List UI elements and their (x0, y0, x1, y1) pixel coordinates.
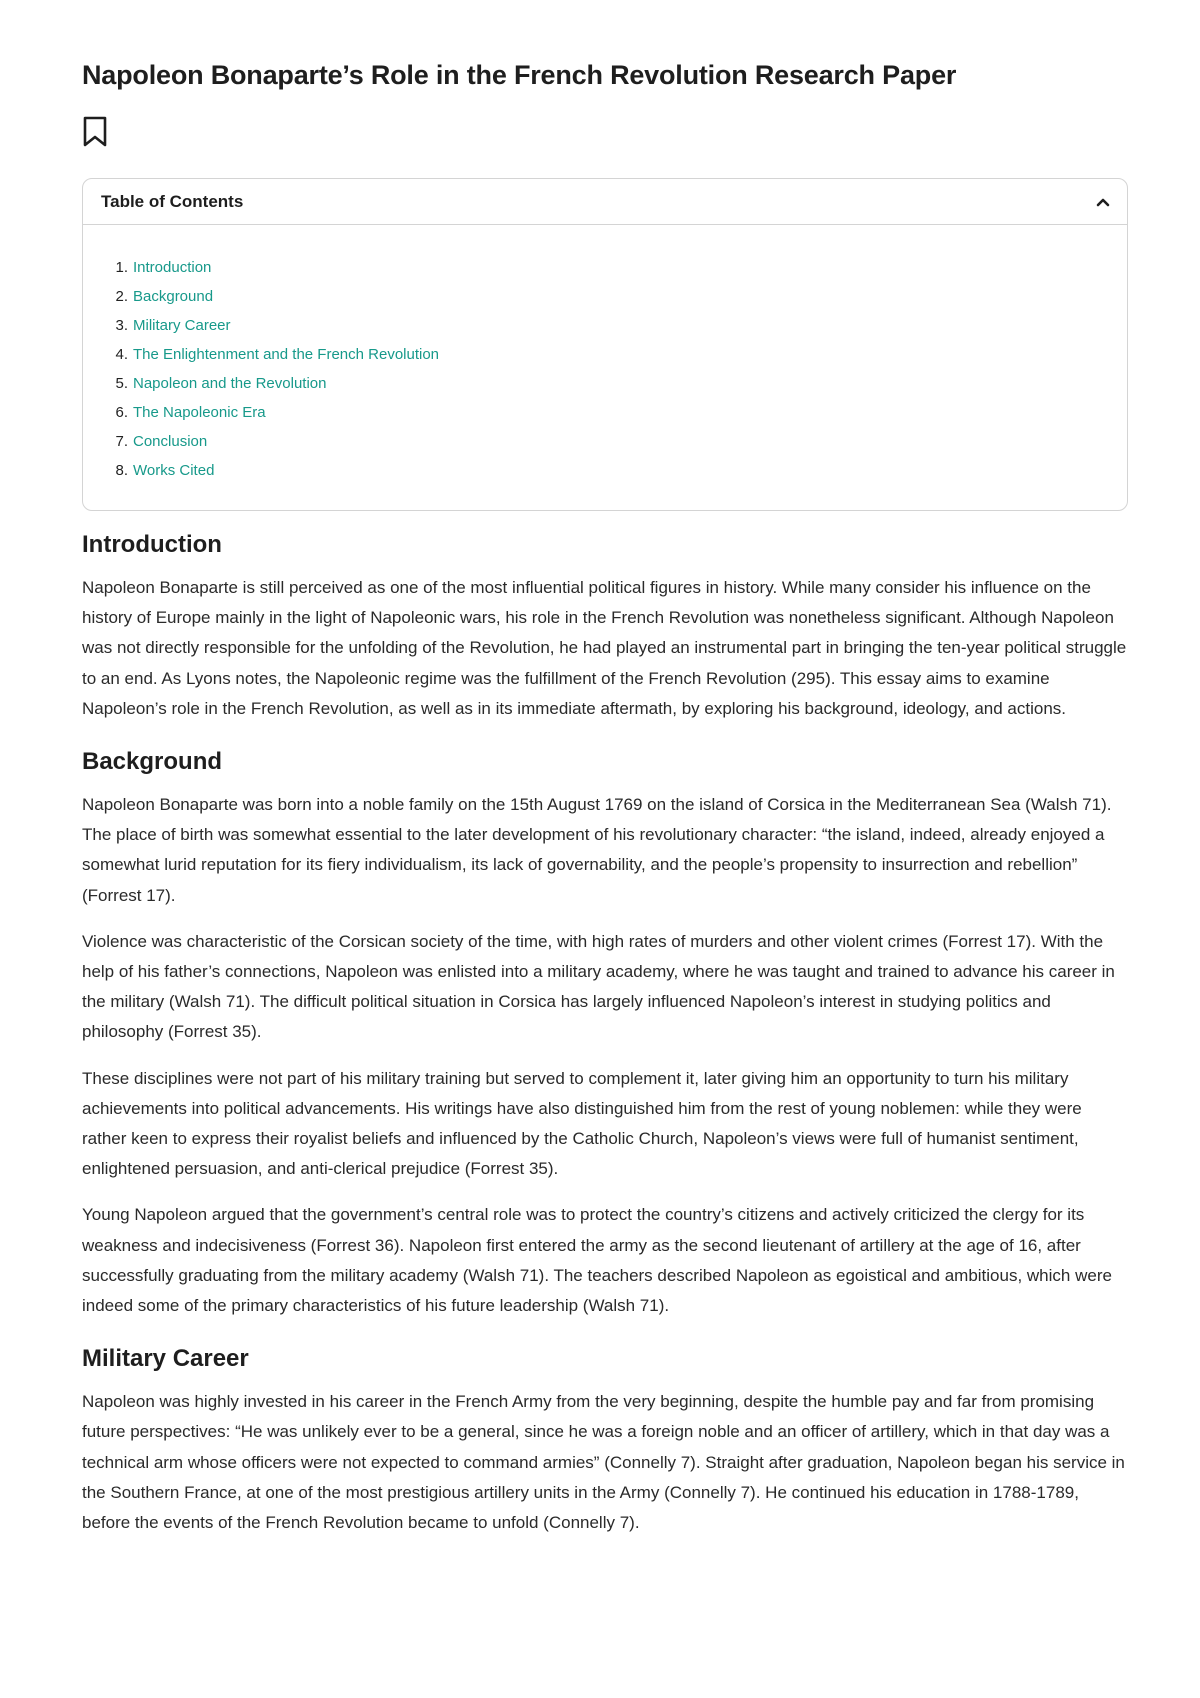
toc-item-number: 7. (115, 433, 128, 450)
toc-item (111, 456, 1127, 485)
chevron-up-icon[interactable] (1095, 194, 1111, 210)
toc-item (111, 253, 1127, 282)
bookmark-icon[interactable] (82, 116, 108, 148)
toc-link-napoleon-and-revolution[interactable]: Napoleon and the Revolution (133, 375, 327, 392)
toc-link-napoleonic-era[interactable]: The Napoleonic Era (133, 404, 266, 421)
toc-item-number: 4. (115, 346, 128, 363)
toc-item-number: 3. (115, 317, 128, 334)
toc-item-number: 8. (115, 462, 128, 479)
toc-link-background[interactable]: Background (133, 288, 214, 305)
toc-item (111, 311, 1127, 340)
toc-item-number: 1. (115, 259, 128, 276)
paragraph: These disciplines were not part of his military training but served to complement it, later giving him an opportunity to turn his military achievements into political advancements. His writings have also distinguished him from the rest of young noblemen: while they were rather keen to express their royalist beliefs and influenced by the Catholic Church, Napoleon’s views were full of humanist sentiment, enlightened persuasion, and anti-clerical prejudice (Forrest 35). (82, 1068, 1082, 1179)
section-heading-military-career: Military Career (82, 1345, 249, 1373)
section-heading-background: Background (82, 748, 223, 776)
article-body (82, 531, 1128, 1554)
toc-item (111, 340, 1127, 369)
paragraph: Napoleon was highly invested in his career in the French Army from the very beginning, despite the humble pay and far from promising future perspectives: “He was unlikely ever to be a general, since he was a foreign noble and an officer of artillery, which in that day was a technical arm whose officers were not expected to command armies” (Connelly 7). Straight after graduation, Napoleon began his service in the Southern France, at one of the most prestigious artillery units in the Army (Connelly 7). He continued his education in 1788-1789, before the events of the French Revolution became to unfold (Connelly 7). (82, 1392, 1125, 1533)
toc-link-enlightenment[interactable]: The Enlightenment and the French Revolution (133, 346, 440, 363)
toc-item (111, 369, 1127, 398)
toc-header[interactable] (83, 179, 1127, 225)
paragraph: Napoleon Bonaparte is still perceived as one of the most influential political figures in history. While many consider his influence on the history of Europe mainly in the light of Napoleonic wars, his role in the French Revolution was nonetheless significant. Although Napoleon was not directly responsible for the unfolding of the Revolution, he had played an instrumental part in bringing the ten-year political struggle to an end. As Lyons notes, the Napoleonic regime was the fulfillment of the French Revolution (295). This essay aims to examine Napoleon’s role in the French Revolution, as well as in its immediate aftermath, by exploring his background, ideology, and actions. (82, 578, 1127, 718)
toc-link-works-cited[interactable]: Works Cited (133, 462, 215, 479)
toc-item-number: 6. (115, 404, 128, 421)
toc-item-number: 2. (115, 288, 128, 305)
section-heading-introduction: Introduction (82, 531, 222, 558)
toc-item-number: 5. (115, 375, 128, 392)
table-of-contents (82, 178, 1128, 511)
toc-item (111, 427, 1127, 456)
toc-item (111, 398, 1127, 427)
toc-title: Table of Contents (101, 191, 244, 211)
paragraph: Violence was characteristic of the Corsican society of the time, with high rates of murders and other violent crimes (Forrest 17). With the help of his father’s connections, Napoleon was enlisted into a military academy, where he was taught and trained to advance his career in the military (Walsh 71). The difficult political situation in Corsica has largely influenced Napoleon’s interest in studying politics and philosophy (Forrest 35). (82, 931, 1115, 1042)
toc-link-introduction[interactable]: Introduction (133, 259, 212, 276)
toc-link-conclusion[interactable]: Conclusion (133, 433, 208, 450)
toc-link-military-career[interactable]: Military Career (133, 317, 231, 334)
toc-list (83, 225, 1127, 485)
page-title: Napoleon Bonaparte’s Role in the French Revolution Research Paper (82, 60, 957, 90)
paragraph: Napoleon Bonaparte was born into a noble family on the 15th August 1769 on the island of Corsica in the Mediterranean Sea (Walsh 71). The place of birth was somewhat essential to the later development of his revolutionary character: “the island, indeed, already enjoyed a somewhat lurid reputation for its fiery individualism, its lack of governability, and the people’s propensity to insurrection and rebellion” (Forrest 17). (82, 795, 1112, 905)
paragraph: Young Napoleon argued that the government’s central role was to protect the country’s citizens and actively criticized the clergy for its weakness and indecisiveness (Forrest 36). Napoleon first entered the army as the second lieutenant of artillery at the age of 16, after successfully graduating from the military academy (Walsh 71). The teachers described Napoleon as egoistical and ambitious, which were indeed some of the primary characteristics of his future leadership (Walsh 71). (82, 1205, 1112, 1316)
toc-item (111, 282, 1127, 311)
